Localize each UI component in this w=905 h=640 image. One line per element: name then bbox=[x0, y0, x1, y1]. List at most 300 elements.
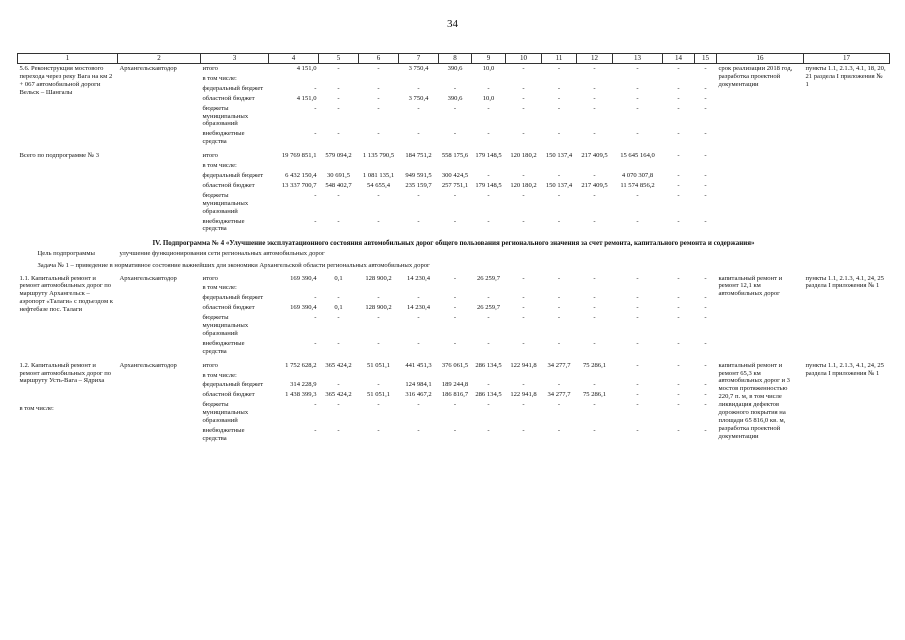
value-cell: 54 655,4 bbox=[366, 181, 391, 189]
value-cell: - bbox=[636, 304, 639, 312]
value-cell: - bbox=[377, 427, 380, 435]
value-cell: - bbox=[557, 171, 561, 179]
value-cell: 128 900,2 bbox=[365, 274, 392, 282]
column-number: 15 bbox=[695, 54, 717, 64]
value-cell: - bbox=[557, 427, 561, 435]
value-cell: - bbox=[377, 84, 380, 92]
value-cell: 51 051,1 bbox=[366, 391, 391, 399]
column-number: 14 bbox=[663, 54, 695, 64]
value-cell: - bbox=[677, 217, 680, 225]
value-cell: - bbox=[704, 217, 707, 225]
measure-name-text: Всего по подпрограмме № 3 bbox=[19, 152, 99, 160]
value-cell: - bbox=[636, 427, 639, 435]
value-cell: - bbox=[522, 314, 525, 322]
value-cell: - bbox=[593, 314, 596, 322]
value-cell: 314 228,9 bbox=[290, 381, 317, 389]
funding-source: внебюджетные средства bbox=[202, 217, 245, 233]
value-cell: - bbox=[636, 361, 639, 369]
value-cell: - bbox=[704, 304, 707, 312]
value-cell: 0,1 bbox=[334, 274, 343, 282]
value-cell: - bbox=[704, 391, 707, 399]
value-cell: 3 750,4 bbox=[408, 94, 429, 102]
value-cell: - bbox=[704, 84, 707, 92]
value-cell: 579 094,2 bbox=[325, 152, 352, 160]
value-cell: 3 750,4 bbox=[408, 65, 429, 72]
funding-source: внебюджетные средства bbox=[202, 130, 245, 146]
value-cell: - bbox=[593, 217, 596, 225]
executor: Архангельскавтодор bbox=[119, 65, 177, 72]
value-cell: - bbox=[557, 314, 561, 322]
funding-source: итого bbox=[202, 274, 218, 282]
value-cell: - bbox=[453, 191, 457, 199]
value-cell bbox=[319, 161, 359, 171]
value-cell: 11 574 856,2 bbox=[620, 181, 655, 189]
value-cell: 189 244,8 bbox=[441, 381, 469, 389]
value-cell: - bbox=[593, 401, 596, 409]
value-cell: - bbox=[453, 84, 457, 92]
value-cell: 390,6 bbox=[447, 65, 463, 72]
value-cell: 51 051,1 bbox=[366, 361, 391, 369]
value-cell: - bbox=[593, 304, 596, 312]
column-number: 10 bbox=[506, 54, 542, 64]
value-cell: - bbox=[314, 84, 317, 92]
value-cell: 1 135 790,5 bbox=[362, 152, 395, 160]
value-cell: - bbox=[314, 104, 317, 112]
section-row bbox=[18, 238, 890, 248]
value-cell: - bbox=[522, 84, 525, 92]
value-cell: 186 816,7 bbox=[441, 391, 469, 399]
funding-source: областной бюджет bbox=[202, 94, 255, 102]
value-cell bbox=[439, 371, 472, 381]
value-cell bbox=[613, 371, 663, 381]
value-cell: - bbox=[377, 94, 380, 102]
value-cell bbox=[399, 74, 439, 84]
value-cell: - bbox=[704, 274, 707, 282]
measure-name bbox=[18, 64, 118, 148]
value-cell: 150 137,4 bbox=[545, 181, 573, 189]
funding-source: в том числе: bbox=[202, 162, 237, 170]
value-cell: - bbox=[636, 339, 639, 347]
value-cell: - bbox=[314, 217, 317, 225]
value-cell bbox=[399, 161, 439, 171]
value-cell: - bbox=[704, 339, 707, 347]
value-cell: - bbox=[636, 65, 639, 72]
links-to-indicators: пункты 1.1, 2.1.3, 4.1, 24, 25 раздела I приложения № 1 bbox=[805, 274, 884, 290]
value-cell: - bbox=[557, 339, 561, 347]
value-cell: 1 752 628,2 bbox=[285, 361, 317, 369]
value-cell: - bbox=[522, 171, 525, 179]
value-cell bbox=[577, 371, 613, 381]
value-cell: 169 390,4 bbox=[290, 304, 317, 312]
table-row bbox=[18, 64, 890, 74]
measure-name-text: 1.2. Капитальный ремонт и ремонт автомобильных дорог по маршруту Усть-Вага – Ядриха bbox=[19, 361, 112, 385]
column-number: 7 bbox=[399, 54, 439, 64]
value-cell bbox=[439, 74, 472, 84]
value-cell: - bbox=[677, 84, 680, 92]
value-cell: 6 432 150,4 bbox=[285, 171, 317, 179]
value-cell: - bbox=[557, 84, 561, 92]
column-number: 6 bbox=[359, 54, 399, 64]
value-cell: - bbox=[677, 65, 680, 72]
value-cell: - bbox=[593, 84, 596, 92]
value-cell: - bbox=[704, 94, 707, 102]
value-cell: - bbox=[593, 381, 596, 389]
value-cell bbox=[319, 74, 359, 84]
value-cell: - bbox=[522, 65, 525, 72]
value-cell: - bbox=[417, 104, 420, 112]
value-cell: 1 438 399,3 bbox=[285, 391, 317, 399]
value-cell: - bbox=[522, 304, 525, 312]
value-cell: - bbox=[522, 339, 525, 347]
value-cell: - bbox=[453, 314, 457, 322]
executor bbox=[118, 151, 201, 234]
value-cell: 75 286,1 bbox=[582, 391, 607, 399]
column-number: 17 bbox=[804, 54, 890, 64]
value-cell: 4 151,0 bbox=[296, 94, 317, 102]
value-cell: - bbox=[677, 401, 680, 409]
spacer-cell bbox=[18, 444, 890, 448]
column-number: 3 bbox=[201, 54, 269, 64]
value-cell: - bbox=[593, 427, 596, 435]
value-cell bbox=[542, 371, 577, 381]
value-cell: - bbox=[704, 171, 707, 179]
value-cell: - bbox=[417, 427, 420, 435]
value-cell: - bbox=[636, 191, 639, 199]
value-cell: - bbox=[314, 339, 317, 347]
result-indicator: капитальный ремонт и ремонт 12,1 км автомобильных дорог bbox=[718, 274, 783, 298]
measure-name-text: 5.6. Реконструкция мостового перехода через реку Вага на км 2 + 067 автомобильной дороги Вельск – Шангалы bbox=[19, 65, 113, 96]
value-cell: - bbox=[677, 171, 680, 179]
measure-name-text: 1.1. Капитальный ремонт и ремонт автомобильных дорог по маршруту Архангельск – аэропорт «Талаги» с подъездом к нефтебазе пос. Талаги bbox=[19, 274, 113, 314]
value-cell: - bbox=[487, 339, 490, 347]
goal-label: Цель подпрограммы bbox=[37, 249, 95, 257]
value-cell: - bbox=[557, 274, 561, 282]
value-cell: - bbox=[337, 401, 340, 409]
goal-row bbox=[18, 249, 890, 259]
value-cell: - bbox=[453, 104, 457, 112]
funding-source: федеральный бюджет bbox=[202, 294, 264, 302]
value-cell: - bbox=[557, 294, 561, 302]
value-cell: - bbox=[677, 304, 680, 312]
measure-name-extra: в том числе: bbox=[19, 405, 54, 413]
value-cell: - bbox=[377, 130, 380, 138]
value-cell bbox=[613, 283, 663, 293]
value-cell bbox=[472, 371, 506, 381]
value-cell: 15 645 164,0 bbox=[620, 152, 655, 160]
funding-source: внебюджетные средства bbox=[202, 427, 245, 442]
value-cell: 316 467,2 bbox=[405, 391, 432, 399]
value-cell bbox=[269, 74, 319, 84]
value-cell bbox=[269, 161, 319, 171]
value-cell: 122 941,8 bbox=[510, 361, 537, 369]
spacer-row bbox=[18, 444, 890, 448]
value-cell: - bbox=[487, 294, 490, 302]
value-cell: - bbox=[636, 294, 639, 302]
value-cell: - bbox=[677, 94, 680, 102]
value-cell: - bbox=[487, 314, 490, 322]
value-cell: - bbox=[704, 65, 707, 72]
value-cell: - bbox=[337, 104, 340, 112]
value-cell: - bbox=[593, 274, 596, 282]
links-to-indicators: пункты 1.1, 2.1.3, 4.1, 24, 25 раздела I приложения № 1 bbox=[805, 361, 884, 377]
funding-source: федеральный бюджет bbox=[202, 171, 264, 179]
value-cell: - bbox=[377, 217, 380, 225]
value-cell: - bbox=[417, 314, 420, 322]
value-cell: - bbox=[487, 381, 490, 389]
value-cell: - bbox=[557, 401, 561, 409]
value-cell bbox=[506, 371, 542, 381]
section-title: IV. Подпрограмма № 4 «Улучшение эксплуатационного состояния автомобильных дорог общего пользования регионального значения за счет ремонта, капитального ремонта и содержания» bbox=[152, 239, 755, 248]
value-cell: - bbox=[677, 181, 680, 189]
value-cell: - bbox=[337, 339, 340, 347]
value-cell: 150 137,4 bbox=[545, 152, 573, 160]
value-cell: - bbox=[314, 191, 317, 199]
value-cell: - bbox=[636, 217, 639, 225]
value-cell bbox=[542, 283, 577, 293]
executor: Архангельскавтодор bbox=[119, 361, 177, 369]
value-cell: 10,0 bbox=[482, 94, 495, 102]
value-cell: 1 081 135,1 bbox=[362, 171, 395, 179]
value-cell: - bbox=[522, 94, 525, 102]
executor: Архангельскавтодор bbox=[119, 274, 177, 282]
value-cell: - bbox=[487, 401, 490, 409]
program-table bbox=[17, 53, 890, 448]
value-cell: - bbox=[417, 339, 420, 347]
value-cell: - bbox=[677, 381, 680, 389]
value-cell: 75 286,1 bbox=[582, 361, 607, 369]
value-cell: - bbox=[557, 104, 561, 112]
result-indicator: срок реализации 2018 год, разработка проектной документации bbox=[718, 65, 793, 88]
column-number: 5 bbox=[319, 54, 359, 64]
value-cell: - bbox=[337, 381, 340, 389]
value-cell: - bbox=[453, 304, 457, 312]
value-cell: - bbox=[704, 381, 707, 389]
value-cell: - bbox=[453, 130, 457, 138]
value-cell: - bbox=[417, 130, 420, 138]
value-cell: - bbox=[337, 130, 340, 138]
value-cell bbox=[269, 283, 319, 293]
value-cell: - bbox=[636, 274, 639, 282]
measure-name bbox=[18, 151, 118, 234]
value-cell bbox=[472, 161, 506, 171]
value-cell: 10,0 bbox=[482, 65, 495, 72]
value-cell bbox=[613, 161, 663, 171]
value-cell: - bbox=[677, 104, 680, 112]
links-to-indicators: пункты 1.1, 2.1.3, 4.1, 18, 20, 21 раздела I приложения № 1 bbox=[805, 65, 886, 88]
value-cell: 217 409,5 bbox=[581, 181, 608, 189]
column-number: 1 bbox=[18, 54, 118, 64]
value-cell: 14 230,4 bbox=[406, 274, 431, 282]
value-cell bbox=[695, 74, 717, 84]
value-cell: - bbox=[417, 84, 420, 92]
value-cell: - bbox=[377, 381, 380, 389]
task-row bbox=[18, 259, 890, 274]
value-cell bbox=[695, 283, 717, 293]
funding-source: итого bbox=[202, 361, 218, 369]
value-cell: 30 691,5 bbox=[326, 171, 351, 179]
value-cell: 441 451,3 bbox=[405, 361, 432, 369]
table-row bbox=[18, 274, 890, 284]
value-cell: - bbox=[377, 191, 380, 199]
value-cell: - bbox=[377, 339, 380, 347]
result-indicator: капитальный ремонт и ремонт 65,3 км автомобильных дорог и 3 мостов протяженностью 220,7 п. м, в том числе ликвидация дефектов дорожного покрытия на площади 65 816,0 кв. м, разработка проектной документации bbox=[718, 361, 790, 440]
value-cell: 257 751,1 bbox=[441, 181, 469, 189]
value-cell: - bbox=[557, 191, 561, 199]
funding-source: областной бюджет bbox=[202, 304, 255, 312]
value-cell bbox=[439, 161, 472, 171]
value-cell: - bbox=[314, 294, 317, 302]
funding-source: федеральный бюджет bbox=[202, 84, 264, 92]
value-cell: 286 134,5 bbox=[475, 361, 502, 369]
value-cell: 26 259,7 bbox=[476, 304, 501, 312]
value-cell: - bbox=[337, 427, 340, 435]
value-cell bbox=[663, 371, 695, 381]
value-cell: - bbox=[417, 191, 420, 199]
funding-source: бюджеты муниципальных образований bbox=[202, 314, 249, 337]
funding-source: бюджеты муниципальных образований bbox=[202, 104, 249, 128]
value-cell: - bbox=[487, 84, 490, 92]
value-cell: - bbox=[636, 94, 639, 102]
value-cell bbox=[663, 74, 695, 84]
value-cell: - bbox=[704, 104, 707, 112]
column-number: 9 bbox=[472, 54, 506, 64]
value-cell: - bbox=[377, 104, 380, 112]
column-number-row bbox=[18, 54, 890, 64]
value-cell: 13 337 700,7 bbox=[281, 181, 317, 189]
value-cell: - bbox=[557, 94, 561, 102]
value-cell: - bbox=[453, 427, 457, 435]
value-cell: 184 751,2 bbox=[405, 152, 432, 160]
value-cell bbox=[472, 74, 506, 84]
value-cell: 235 159,7 bbox=[405, 181, 432, 189]
value-cell: - bbox=[377, 65, 380, 72]
value-cell: - bbox=[704, 314, 707, 322]
value-cell: 365 424,2 bbox=[325, 391, 352, 399]
value-cell: - bbox=[593, 94, 596, 102]
value-cell: - bbox=[677, 427, 680, 435]
value-cell bbox=[542, 74, 577, 84]
value-cell: - bbox=[522, 130, 525, 138]
page-number: 34 bbox=[447, 18, 458, 30]
funding-source: внебюджетные средства bbox=[202, 339, 245, 355]
value-cell bbox=[613, 74, 663, 84]
value-cell: - bbox=[453, 294, 457, 302]
value-cell bbox=[663, 161, 695, 171]
value-cell: - bbox=[522, 274, 525, 282]
value-cell bbox=[506, 161, 542, 171]
value-cell: - bbox=[522, 217, 525, 225]
value-cell: - bbox=[593, 130, 596, 138]
value-cell: - bbox=[314, 314, 317, 322]
value-cell: - bbox=[557, 65, 561, 72]
value-cell: - bbox=[704, 130, 707, 138]
value-cell: - bbox=[704, 401, 707, 409]
value-cell: - bbox=[337, 65, 340, 72]
measure-name bbox=[18, 361, 118, 444]
value-cell: - bbox=[704, 181, 707, 189]
value-cell: - bbox=[522, 401, 525, 409]
value-cell: - bbox=[337, 191, 340, 199]
value-cell: 124 984,1 bbox=[405, 381, 432, 389]
value-cell: - bbox=[522, 191, 525, 199]
value-cell: - bbox=[337, 84, 340, 92]
value-cell: 0,1 bbox=[334, 304, 343, 312]
value-cell: 286 134,5 bbox=[475, 391, 502, 399]
value-cell: - bbox=[557, 217, 561, 225]
value-cell: - bbox=[453, 217, 457, 225]
value-cell: - bbox=[677, 361, 680, 369]
table-row bbox=[18, 151, 890, 161]
funding-source: бюджеты муниципальных образований bbox=[202, 191, 249, 215]
value-cell: - bbox=[487, 217, 490, 225]
funding-source: в том числе: bbox=[202, 284, 237, 292]
value-cell: - bbox=[522, 381, 525, 389]
value-cell: 179 148,5 bbox=[475, 181, 502, 189]
funding-source: итого bbox=[202, 65, 218, 72]
task-text: Задача № 1 – приведение в нормативное состояние важнейших для экономики Архангельской области региональных автомобильных дорог bbox=[37, 261, 430, 269]
value-cell: - bbox=[704, 361, 707, 369]
value-cell: - bbox=[453, 339, 457, 347]
value-cell bbox=[359, 161, 399, 171]
value-cell: - bbox=[677, 274, 680, 282]
funding-source: федеральный бюджет bbox=[202, 381, 264, 389]
value-cell bbox=[359, 283, 399, 293]
value-cell: - bbox=[487, 130, 490, 138]
value-cell: 120 180,2 bbox=[510, 181, 537, 189]
value-cell: - bbox=[314, 427, 317, 435]
value-cell bbox=[359, 74, 399, 84]
table-row bbox=[18, 361, 890, 371]
measure-name bbox=[18, 274, 118, 357]
value-cell: - bbox=[636, 391, 639, 399]
funding-source: в том числе: bbox=[202, 74, 237, 82]
value-cell: - bbox=[337, 217, 340, 225]
value-cell: - bbox=[677, 294, 680, 302]
funding-source: бюджеты муниципальных образований bbox=[202, 401, 249, 425]
value-cell: 300 424,5 bbox=[441, 171, 469, 179]
value-cell: - bbox=[677, 152, 680, 160]
value-cell: 548 402,7 bbox=[325, 181, 352, 189]
column-number: 4 bbox=[269, 54, 319, 64]
value-cell: 122 941,8 bbox=[510, 391, 537, 399]
value-cell: - bbox=[377, 294, 380, 302]
goal-text: улучшение функционирования сети региональных автомобильных дорог bbox=[119, 249, 325, 257]
value-cell: - bbox=[557, 130, 561, 138]
value-cell: - bbox=[337, 94, 340, 102]
column-number: 13 bbox=[613, 54, 663, 64]
value-cell: - bbox=[337, 294, 340, 302]
value-cell bbox=[399, 283, 439, 293]
value-cell: 19 769 851,1 bbox=[281, 152, 317, 160]
value-cell bbox=[472, 283, 506, 293]
value-cell: - bbox=[677, 130, 680, 138]
value-cell: - bbox=[593, 104, 596, 112]
value-cell: - bbox=[417, 294, 420, 302]
value-cell bbox=[542, 161, 577, 171]
value-cell: - bbox=[636, 104, 639, 112]
value-cell: - bbox=[704, 191, 707, 199]
value-cell: - bbox=[487, 171, 490, 179]
value-cell: 120 180,2 bbox=[510, 152, 537, 160]
funding-source: областной бюджет bbox=[202, 181, 255, 189]
value-cell bbox=[695, 371, 717, 381]
funding-source: итого bbox=[202, 152, 218, 160]
value-cell: - bbox=[487, 191, 490, 199]
value-cell: 34 277,7 bbox=[547, 391, 571, 399]
value-cell: - bbox=[677, 339, 680, 347]
value-cell: - bbox=[453, 401, 457, 409]
value-cell: 128 900,2 bbox=[365, 304, 392, 312]
